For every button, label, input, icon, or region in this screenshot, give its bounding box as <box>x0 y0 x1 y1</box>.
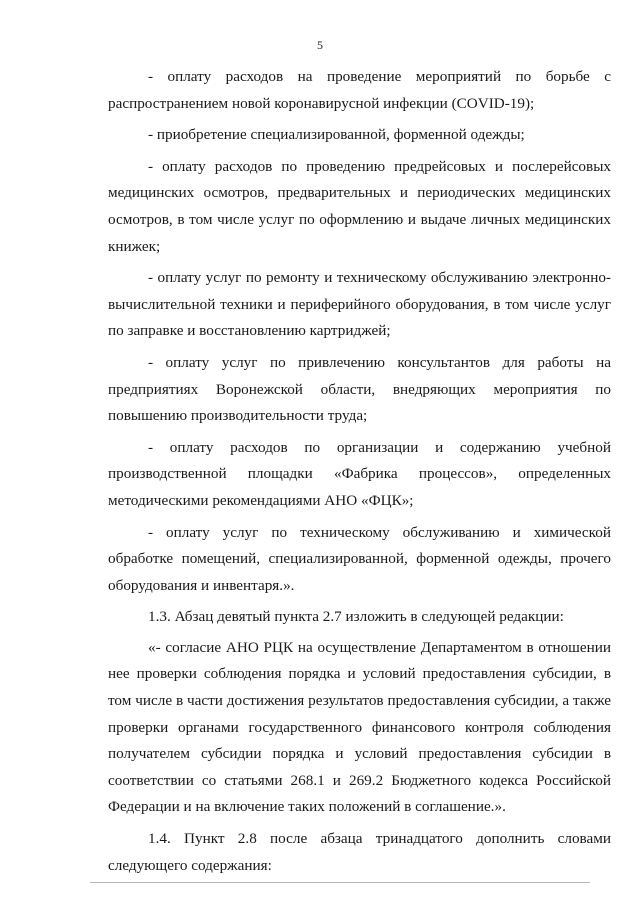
paragraph-computer-maintenance: - оплату услуг по ремонту и техническому обслуживанию электронно-вычислительной техники и периферийного оборудования, в том числе услуг по заправке и восстановлению картриджей; <box>108 269 611 340</box>
paragraph-section-1-3: 1.3. Абзац девятый пункта 2.7 изложить в следующей редакции: <box>148 608 564 626</box>
paragraph-cleaning-services: - оплату услуг по техническому обслуживанию и химической обработке помещений, специализированной, форменной одежды, прочего оборудования и инвентаря.». <box>108 523 611 594</box>
paragraph-covid-expenses: - оплату расходов на проведение мероприятий по борьбе с распространением новой коронавирусной инфекции (COVID-19); <box>108 68 611 112</box>
paragraph-section-1-4: 1.4. Пункт 2.8 после абзаца тринадцатого дополнить словами следующего содержания: <box>108 830 611 874</box>
paragraph-process-factory: - оплату расходов по организации и содержанию учебной производственной площадки «Фабрика процессов», определенных методическими рекомендациями АНО «ФЦК»; <box>108 438 611 509</box>
paragraph-consultants: - оплату услуг по привлечению консультантов для работы на предприятиях Воронежской области, внедряющих мероприятия по повышению производительности труда; <box>108 353 611 425</box>
document-body <box>108 64 611 884</box>
paragraph-uniform-purchase: - приобретение специализированной, форменной одежды; <box>148 126 525 144</box>
paragraph-medical-examinations: - оплату расходов по проведению предрейсовых и послерейсовых медицинских осмотров, предварительных и периодических медицинских осмотров, в том числе услуг по оформлению и выдаче личных медицинских книжек; <box>108 157 611 255</box>
paragraph-consent-clause: «- согласие АНО РЦК на осуществление Департаментом в отношении нее проверки соблюдения порядка и условий предоставления субсидии, в том числе в части достижения результатов предоставления субсидии, а также проверки органами государственного финансового контроля соблюдения получателем субсидии порядка и условий предоставления субсидии в соответствии со статьями 268.1 и 269.2 Бюджетного кодекса Российской Федерации и на включение таких положений в соглашение.». <box>108 638 611 816</box>
footer-rule <box>90 882 590 883</box>
page-number: 5 <box>317 38 323 52</box>
